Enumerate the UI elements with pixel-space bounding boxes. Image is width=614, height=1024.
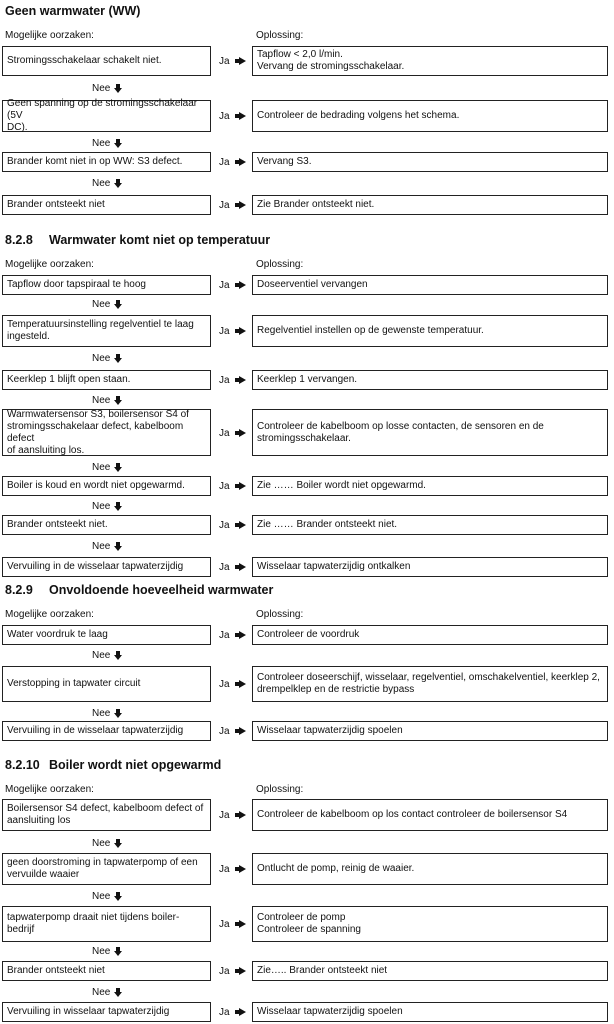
no-arrow	[92, 986, 122, 998]
arrow-right-icon	[239, 327, 246, 335]
no-label: Nee	[92, 837, 111, 849]
arrow-right-icon	[239, 680, 246, 688]
cause-box	[2, 515, 211, 535]
yes-label: Ja	[219, 629, 230, 641]
cause-text: Water voordruk te laag	[7, 629, 108, 640]
solution-label: Oplossing:	[256, 259, 304, 270]
arrow-down-icon	[114, 502, 122, 511]
cause-text: Brander ontsteekt niet	[7, 199, 105, 210]
no-label: Nee	[92, 394, 111, 406]
cause-box	[2, 275, 211, 295]
arrow-down-icon	[114, 839, 122, 848]
solution-text: Wisselaar tapwaterzijdig spoelen	[257, 725, 403, 736]
no-arrow	[92, 461, 122, 473]
no-label: Nee	[92, 890, 111, 902]
solution-text: Zie….. Brander ontsteekt niet	[257, 965, 388, 976]
yes-arrow	[219, 55, 246, 67]
solution-box	[252, 625, 608, 645]
yes-label: Ja	[219, 156, 230, 168]
cause-text: Warmwatersensor S3, boilersensor S4 of stromingsschakelaar defect, kabelboom defect of aansluiting los.	[7, 408, 189, 456]
cause-box	[2, 152, 211, 172]
solution-box	[252, 799, 608, 831]
solution-box	[252, 557, 608, 577]
arrow-right-icon	[239, 429, 246, 437]
cause-box	[2, 721, 211, 741]
solution-label: Oplossing:	[256, 609, 304, 620]
yes-label: Ja	[219, 678, 230, 690]
yes-arrow	[219, 918, 246, 930]
no-arrow	[92, 177, 122, 189]
cause-text: Tapflow door tapspiraal te hoog	[7, 279, 146, 290]
arrow-right-icon	[239, 376, 246, 384]
no-arrow	[92, 82, 122, 94]
arrow-down-icon	[114, 179, 122, 188]
yes-label: Ja	[219, 809, 230, 821]
section-title	[5, 233, 270, 247]
cause-text: Boiler is koud en wordt niet opgewarmd.	[7, 480, 185, 491]
solution-text: Ontlucht de pomp, reinig de waaier.	[257, 863, 415, 874]
yes-arrow	[219, 1006, 246, 1018]
solution-box	[252, 1002, 608, 1022]
yes-label: Ja	[219, 110, 230, 122]
no-label: Nee	[92, 707, 111, 719]
yes-label: Ja	[219, 561, 230, 573]
yes-arrow	[219, 325, 246, 337]
cause-box	[2, 961, 211, 981]
solution-text: Wisselaar tapwaterzijdig ontkalken	[257, 561, 411, 572]
yes-label: Ja	[219, 519, 230, 531]
arrow-right-icon	[239, 57, 246, 65]
no-label: Nee	[92, 649, 111, 661]
cause-box	[2, 666, 211, 702]
cause-text: Stromingsschakelaar schakelt niet.	[7, 55, 162, 66]
causes-label: Mogelijke oorzaken:	[5, 259, 94, 270]
section-number: 8.2.10	[5, 758, 40, 772]
yes-label: Ja	[219, 1006, 230, 1018]
cause-box	[2, 799, 211, 831]
yes-arrow	[219, 279, 246, 291]
solution-box	[252, 152, 608, 172]
no-arrow	[92, 540, 122, 552]
solution-text: Tapflow < 2,0 l/min. Vervang de stromingsschakelaar.	[257, 49, 405, 72]
solution-text: Controleer de bedrading volgens het schema.	[257, 110, 460, 121]
no-label: Nee	[92, 177, 111, 189]
arrow-right-icon	[239, 482, 246, 490]
yes-label: Ja	[219, 279, 230, 291]
yes-label: Ja	[219, 863, 230, 875]
solution-box	[252, 961, 608, 981]
yes-label: Ja	[219, 480, 230, 492]
cause-box	[2, 195, 211, 215]
causes-label: Mogelijke oorzaken:	[5, 784, 94, 795]
cause-text: geen doorstroming in tapwaterpomp of een vervuilde waaier	[7, 857, 198, 880]
yes-arrow	[219, 725, 246, 737]
cause-box	[2, 625, 211, 645]
no-arrow	[92, 649, 122, 661]
cause-text: Keerklep 1 blijft open staan.	[7, 374, 131, 385]
arrow-down-icon	[114, 651, 122, 660]
yes-arrow	[219, 199, 246, 211]
no-label: Nee	[92, 986, 111, 998]
arrow-right-icon	[239, 521, 246, 529]
section-title-text: Geen warmwater (WW)	[5, 4, 141, 18]
no-arrow	[92, 137, 122, 149]
solution-box	[252, 476, 608, 496]
arrow-down-icon	[114, 139, 122, 148]
cause-box	[2, 476, 211, 496]
cause-text: Brander komt niet in op WW: S3 defect.	[7, 156, 183, 167]
solution-label: Oplossing:	[256, 784, 304, 795]
no-arrow	[92, 352, 122, 364]
cause-box	[2, 853, 211, 885]
section-title	[5, 583, 273, 597]
cause-text: tapwaterpomp draait niet tijdens boiler-bedrijf	[7, 912, 180, 935]
arrow-down-icon	[114, 709, 122, 718]
arrow-right-icon	[239, 631, 246, 639]
no-label: Nee	[92, 461, 111, 473]
yes-arrow	[219, 480, 246, 492]
yes-arrow	[219, 561, 246, 573]
no-arrow	[92, 837, 122, 849]
cause-box	[2, 100, 211, 132]
cause-text: Temperatuursinstelling regelventiel te laag ingesteld.	[7, 319, 194, 342]
arrow-down-icon	[114, 542, 122, 551]
arrow-right-icon	[239, 811, 246, 819]
section-number: 8.2.8	[5, 233, 33, 247]
solution-box	[252, 666, 608, 702]
section-title	[5, 758, 221, 772]
solution-text: Controleer de kabelboom op los contact controleer de boilersensor S4	[257, 809, 568, 820]
yes-arrow	[219, 809, 246, 821]
yes-label: Ja	[219, 427, 230, 439]
solution-box	[252, 721, 608, 741]
no-label: Nee	[92, 352, 111, 364]
cause-box	[2, 46, 211, 76]
yes-label: Ja	[219, 965, 230, 977]
yes-arrow	[219, 863, 246, 875]
cause-box	[2, 557, 211, 577]
arrow-right-icon	[239, 158, 246, 166]
yes-label: Ja	[219, 55, 230, 67]
arrow-down-icon	[114, 300, 122, 309]
solution-text: Doseerventiel vervangen	[257, 279, 368, 290]
arrow-right-icon	[239, 201, 246, 209]
yes-label: Ja	[219, 374, 230, 386]
arrow-right-icon	[239, 920, 246, 928]
cause-text: Vervuiling in de wisselaar tapwaterzijdig	[7, 561, 184, 572]
arrow-down-icon	[114, 947, 122, 956]
arrow-down-icon	[114, 892, 122, 901]
arrow-right-icon	[239, 865, 246, 873]
solution-box	[252, 409, 608, 456]
yes-arrow	[219, 965, 246, 977]
solution-box	[252, 853, 608, 885]
solution-box	[252, 275, 608, 295]
solution-text: Zie Brander ontsteekt niet.	[257, 199, 375, 210]
no-label: Nee	[92, 82, 111, 94]
arrow-down-icon	[114, 988, 122, 997]
arrow-right-icon	[239, 967, 246, 975]
solution-text: Vervang S3.	[257, 156, 312, 167]
solution-text: Zie …… Boiler wordt niet opgewarmd.	[257, 480, 426, 491]
section-number: 8.2.9	[5, 583, 33, 597]
solution-box	[252, 370, 608, 390]
cause-box	[2, 1002, 211, 1022]
cause-text: Brander ontsteekt niet.	[7, 519, 108, 530]
cause-text: Verstopping in tapwater circuit	[7, 678, 141, 689]
solution-text: Zie …… Brander ontsteekt niet.	[257, 519, 398, 530]
yes-arrow	[219, 156, 246, 168]
yes-arrow	[219, 374, 246, 386]
no-label: Nee	[92, 540, 111, 552]
no-arrow	[92, 298, 122, 310]
solution-box	[252, 100, 608, 132]
yes-label: Ja	[219, 325, 230, 337]
causes-label: Mogelijke oorzaken:	[5, 30, 94, 41]
solution-box	[252, 906, 608, 942]
no-label: Nee	[92, 298, 111, 310]
arrow-right-icon	[239, 1008, 246, 1016]
yes-label: Ja	[219, 725, 230, 737]
arrow-right-icon	[239, 563, 246, 571]
section-title-text: Onvoldoende hoeveelheid warmwater	[49, 583, 274, 597]
arrow-right-icon	[239, 727, 246, 735]
solution-text: Controleer de voordruk	[257, 629, 360, 640]
no-arrow	[92, 500, 122, 512]
yes-arrow	[219, 519, 246, 531]
no-arrow	[92, 890, 122, 902]
solution-text: Wisselaar tapwaterzijdig spoelen	[257, 1006, 403, 1017]
solution-box	[252, 195, 608, 215]
no-arrow	[92, 945, 122, 957]
no-arrow	[92, 707, 122, 719]
cause-box	[2, 409, 211, 456]
section-title-text: Boiler wordt niet opgewarmd	[49, 758, 222, 772]
no-label: Nee	[92, 500, 111, 512]
yes-arrow	[219, 110, 246, 122]
causes-label: Mogelijke oorzaken:	[5, 609, 94, 620]
cause-text: Vervuiling in de wisselaar tapwaterzijdig	[7, 725, 184, 736]
solution-box	[252, 315, 608, 347]
yes-arrow	[219, 678, 246, 690]
arrow-down-icon	[114, 84, 122, 93]
no-arrow	[92, 394, 122, 406]
solution-label: Oplossing:	[256, 30, 304, 41]
cause-box	[2, 315, 211, 347]
solution-text: Controleer de kabelboom op losse contacten, de sensoren en de stromingsschakelaar.	[257, 420, 544, 444]
arrow-right-icon	[239, 112, 246, 120]
yes-label: Ja	[219, 199, 230, 211]
arrow-down-icon	[114, 354, 122, 363]
solution-text: Controleer de pomp Controleer de spanning	[257, 912, 361, 935]
solution-box	[252, 515, 608, 535]
yes-label: Ja	[219, 918, 230, 930]
cause-box	[2, 906, 211, 942]
no-label: Nee	[92, 137, 111, 149]
solution-text: Keerklep 1 vervangen.	[257, 374, 358, 385]
arrow-down-icon	[114, 463, 122, 472]
yes-arrow	[219, 427, 246, 439]
section-title	[5, 4, 140, 18]
section-title-text: Warmwater komt niet op temperatuur	[49, 233, 271, 247]
no-label: Nee	[92, 945, 111, 957]
cause-text: Geen spanning op de stromingsschakelaar (5V DC).	[7, 98, 198, 133]
yes-arrow	[219, 629, 246, 641]
cause-box	[2, 370, 211, 390]
cause-text: Brander ontsteekt niet	[7, 965, 105, 976]
cause-text: Vervuiling in wisselaar tapwaterzijdig	[7, 1006, 170, 1017]
arrow-down-icon	[114, 396, 122, 405]
solution-text: Controleer doseerschijf, wisselaar, regelventiel, omschakelventiel, keerklep 2, drempelklep en de restrictie bypass	[257, 672, 600, 695]
cause-text: Boilersensor S4 defect, kabelboom defect of aansluiting los	[7, 803, 204, 826]
solution-box	[252, 46, 608, 76]
arrow-right-icon	[239, 281, 246, 289]
solution-text: Regelventiel instellen op de gewenste temperatuur.	[257, 325, 484, 336]
